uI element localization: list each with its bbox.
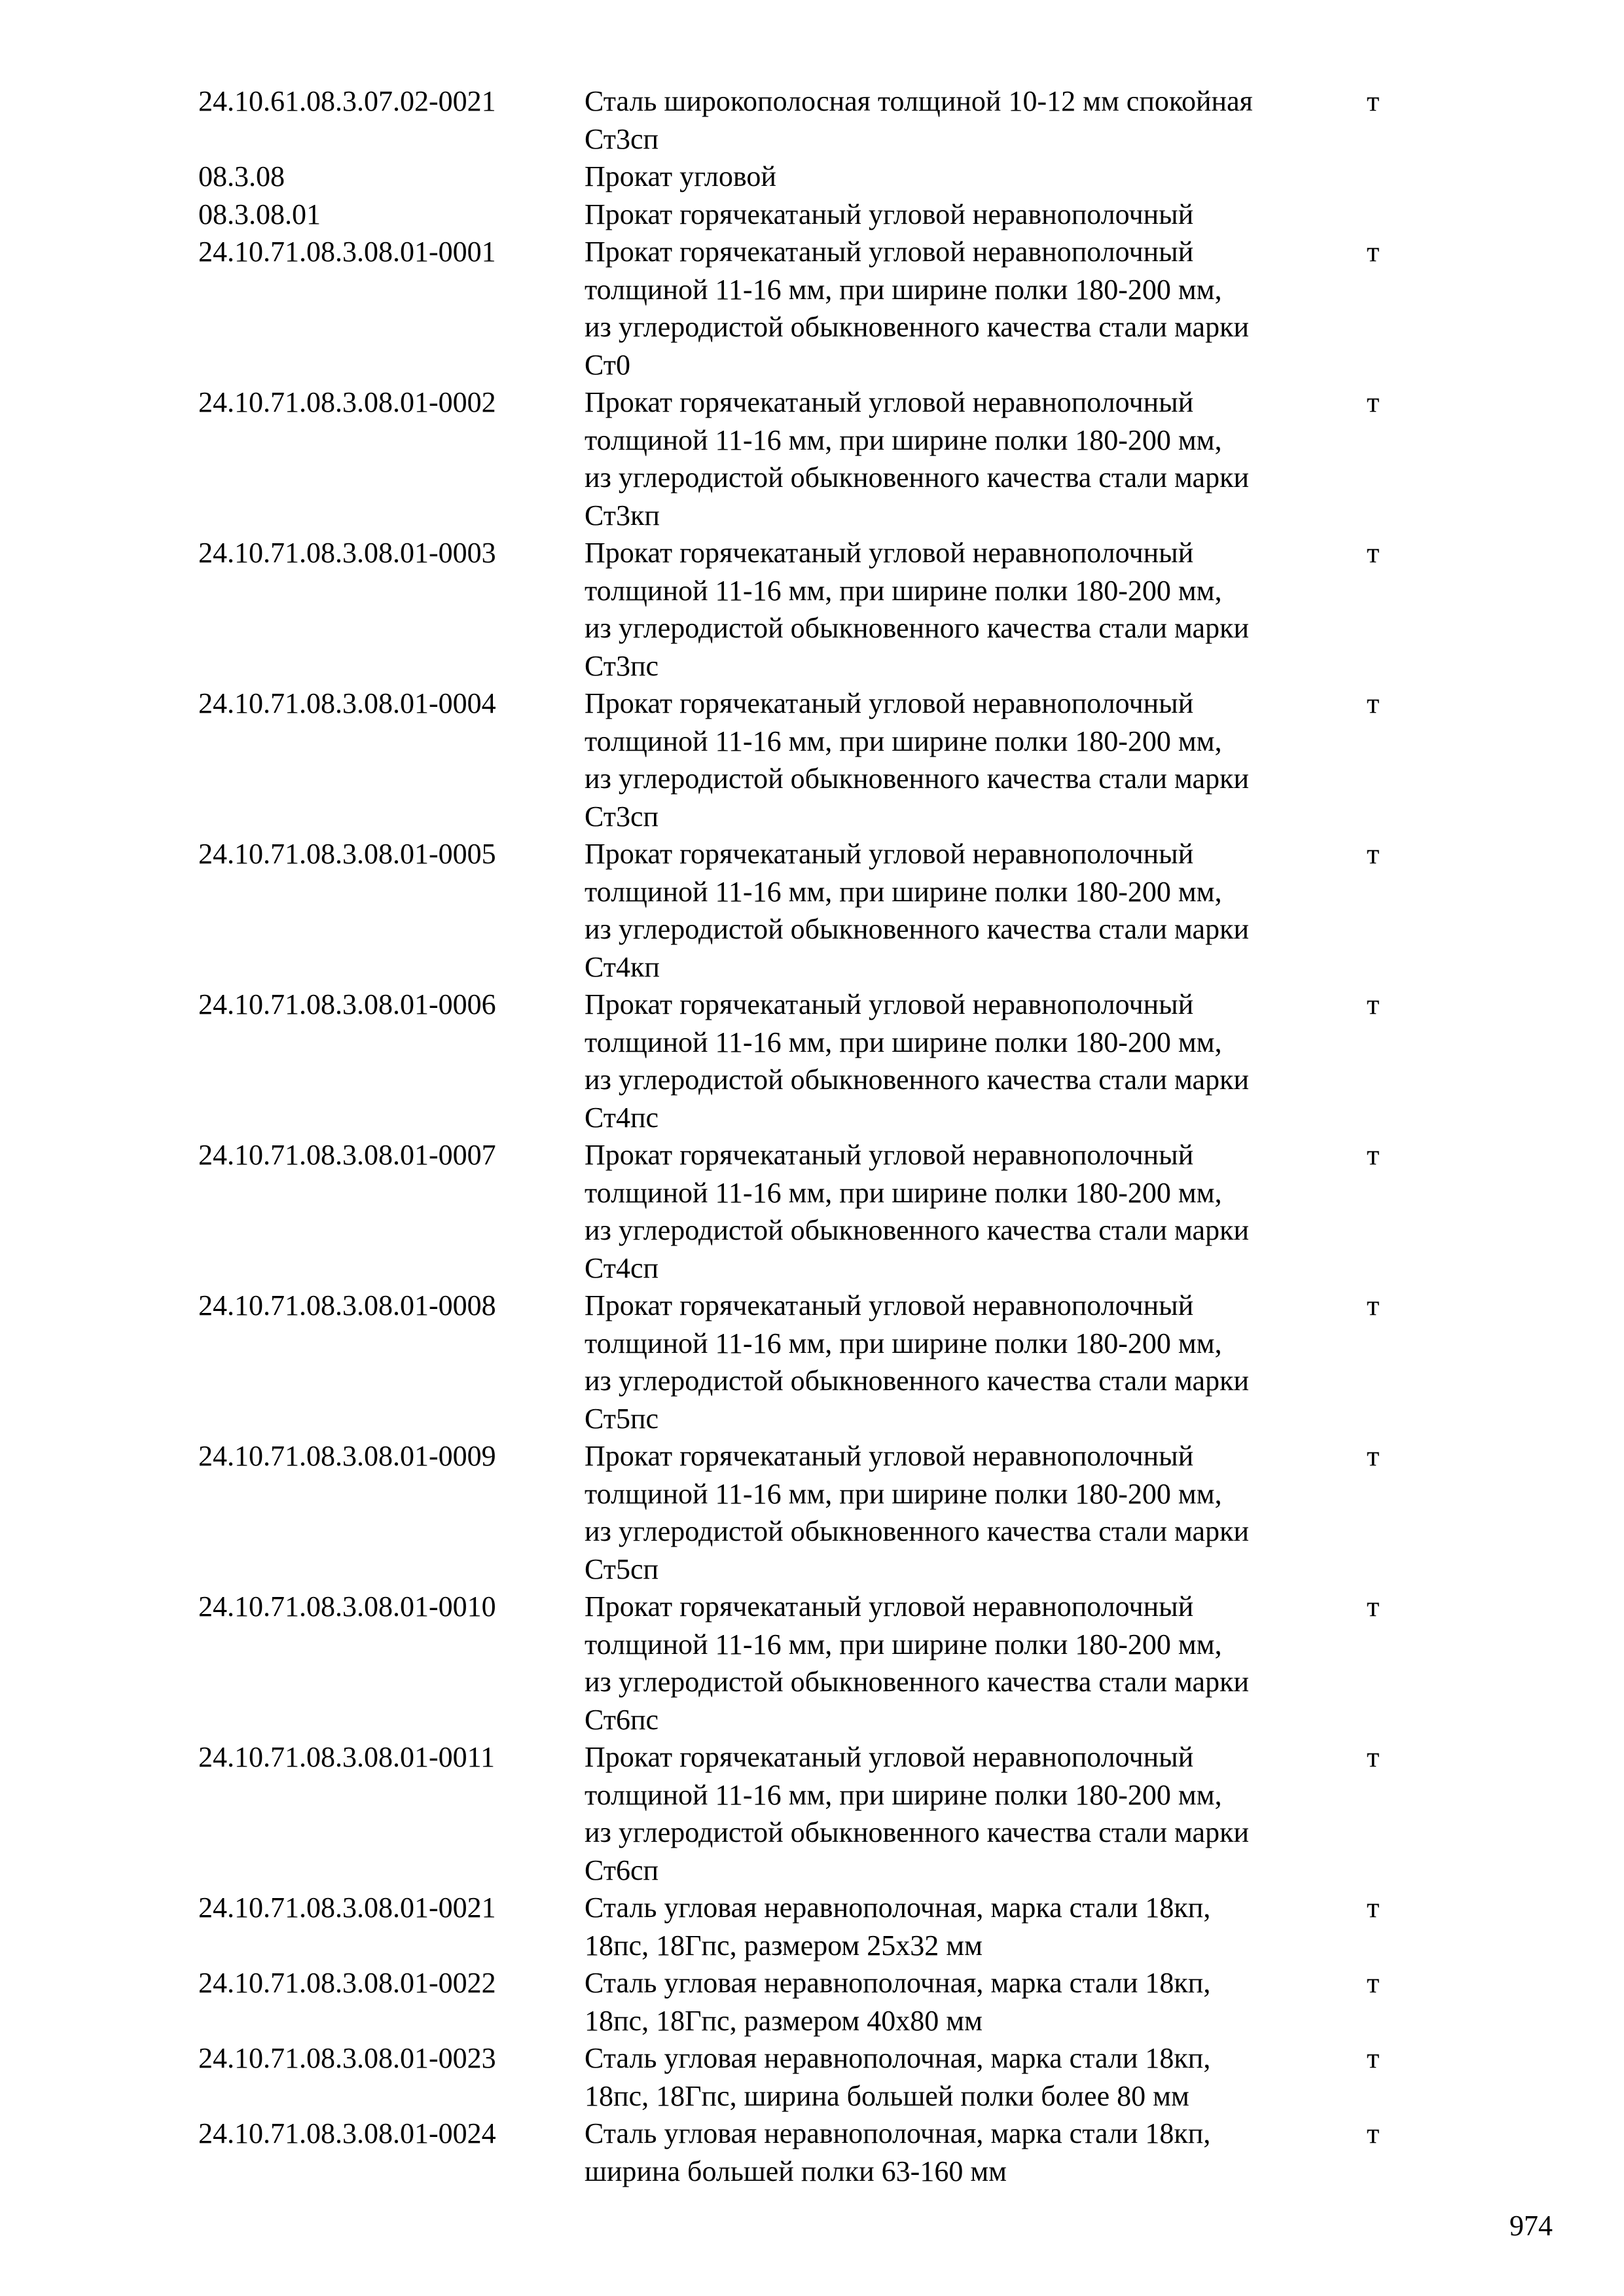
row-unit: т bbox=[1367, 1139, 1380, 1171]
row-name: Прокат горячекатаный угловой неравнополочный толщиной 11-16 мм, при ширине полки 180-200 мм, из углеродистой обыкновенного качества стали марки Ст3сп bbox=[585, 687, 1250, 833]
row-code: 24.10.71.08.3.08.01-0003 bbox=[198, 537, 496, 569]
row-code: 24.10.71.08.3.08.01-0024 bbox=[198, 2117, 496, 2149]
table-row bbox=[0, 685, 1624, 835]
row-code: 24.10.71.08.3.08.01-0008 bbox=[198, 1289, 496, 1321]
row-name: Прокат горячекатаный угловой неравнополочный толщиной 11-16 мм, при ширине полки 180-200 мм, из углеродистой обыкновенного качества стали марки Ст5пс bbox=[585, 1289, 1250, 1435]
row-code: 08.3.08 bbox=[198, 160, 285, 192]
table-row bbox=[0, 233, 1624, 384]
row-code: 24.10.71.08.3.08.01-0010 bbox=[198, 1590, 496, 1623]
table-row bbox=[0, 82, 1624, 158]
row-name: Сталь угловая неравнополочная, марка стали 18кп, 18пс, 18Гпс, размером 40x80 мм bbox=[585, 1967, 1211, 2037]
table-row bbox=[0, 1738, 1624, 1889]
table-row bbox=[0, 534, 1624, 685]
table-row bbox=[0, 1889, 1624, 1964]
page-number: 974 bbox=[1509, 2210, 1553, 2242]
row-code: 24.10.71.08.3.08.01-0002 bbox=[198, 386, 496, 418]
row-name: Прокат горячекатаный угловой неравнополочный толщиной 11-16 мм, при ширине полки 180-200 мм, из углеродистой обыкновенного качества стали марки Ст6сп bbox=[585, 1741, 1250, 1886]
row-code: 24.10.71.08.3.08.01-0007 bbox=[198, 1139, 496, 1171]
row-unit: т bbox=[1367, 2042, 1380, 2074]
table-row bbox=[0, 1437, 1624, 1588]
table-row bbox=[0, 986, 1624, 1136]
table-row bbox=[0, 835, 1624, 986]
row-unit: т bbox=[1367, 1892, 1380, 1924]
row-name: Сталь угловая неравнополочная, марка стали 18кп, 18пс, 18Гпс, размером 25x32 мм bbox=[585, 1892, 1211, 1962]
row-code: 24.10.71.08.3.08.01-0023 bbox=[198, 2042, 496, 2074]
row-name: Прокат горячекатаный угловой неравнополочный толщиной 11-16 мм, при ширине полки 180-200 мм, из углеродистой обыкновенного качества стали марки Ст3пс bbox=[585, 537, 1250, 682]
row-unit: т bbox=[1367, 988, 1380, 1020]
row-name: Прокат горячекатаный угловой неравнополочный толщиной 11-16 мм, при ширине полки 180-200 мм, из углеродистой обыкновенного качества стали марки Ст4кп bbox=[585, 838, 1250, 983]
table-row bbox=[0, 2039, 1624, 2115]
table-row bbox=[0, 1287, 1624, 1437]
row-unit: т bbox=[1367, 687, 1380, 719]
table-row bbox=[0, 1588, 1624, 1738]
row-name: Прокат горячекатаный угловой неравнополочный толщиной 11-16 мм, при ширине полки 180-200 мм, из углеродистой обыкновенного качества стали марки Ст4пс bbox=[585, 988, 1250, 1134]
row-unit: т bbox=[1367, 1967, 1380, 1999]
row-name: Прокат горячекатаный угловой неравнополочный bbox=[585, 198, 1194, 230]
row-name: Сталь угловая неравнополочная, марка стали 18кп, ширина большей полки 63-160 мм bbox=[585, 2117, 1211, 2187]
row-code: 24.10.71.08.3.08.01-0021 bbox=[198, 1892, 496, 1924]
row-unit: т bbox=[1367, 1590, 1380, 1623]
row-unit: т bbox=[1367, 1440, 1380, 1472]
row-name: Прокат угловой bbox=[585, 160, 776, 192]
row-code: 24.10.71.08.3.08.01-0004 bbox=[198, 687, 496, 719]
row-code: 24.10.71.08.3.08.01-0001 bbox=[198, 236, 496, 268]
row-name: Прокат горячекатаный угловой неравнополочный толщиной 11-16 мм, при ширине полки 180-200 мм, из углеродистой обыкновенного качества стали марки Ст6пс bbox=[585, 1590, 1250, 1736]
row-code: 24.10.71.08.3.08.01-0009 bbox=[198, 1440, 496, 1472]
row-name: Прокат горячекатаный угловой неравнополочный толщиной 11-16 мм, при ширине полки 180-200 мм, из углеродистой обыкновенного качества стали марки Ст0 bbox=[585, 236, 1250, 381]
row-code: 24.10.61.08.3.07.02-0021 bbox=[198, 85, 496, 117]
row-code: 24.10.71.08.3.08.01-0011 bbox=[198, 1741, 496, 1773]
row-unit: т bbox=[1367, 838, 1380, 870]
row-code: 08.3.08.01 bbox=[198, 198, 321, 230]
row-code: 24.10.71.08.3.08.01-0005 bbox=[198, 838, 496, 870]
row-name: Прокат горячекатаный угловой неравнополочный толщиной 11-16 мм, при ширине полки 180-200 мм, из углеродистой обыкновенного качества стали марки Ст3кп bbox=[585, 386, 1250, 531]
row-name: Прокат горячекатаный угловой неравнополочный толщиной 11-16 мм, при ширине полки 180-200 мм, из углеродистой обыкновенного качества стали марки Ст5сп bbox=[585, 1440, 1250, 1585]
row-unit: т bbox=[1367, 2117, 1380, 2149]
row-unit: т bbox=[1367, 1289, 1380, 1321]
price-list-table bbox=[0, 82, 1624, 2190]
row-unit: т bbox=[1367, 537, 1380, 569]
table-row bbox=[0, 158, 1624, 196]
row-unit: т bbox=[1367, 85, 1380, 117]
table-row bbox=[0, 384, 1624, 534]
row-unit: т bbox=[1367, 236, 1380, 268]
row-code: 24.10.71.08.3.08.01-0022 bbox=[198, 1967, 496, 1999]
table-row bbox=[0, 196, 1624, 234]
row-name: Прокат горячекатаный угловой неравнополочный толщиной 11-16 мм, при ширине полки 180-200 мм, из углеродистой обыкновенного качества стали марки Ст4сп bbox=[585, 1139, 1250, 1284]
row-code: 24.10.71.08.3.08.01-0006 bbox=[198, 988, 496, 1020]
row-name: Сталь угловая неравнополочная, марка стали 18кп, 18пс, 18Гпс, ширина большей полки более 80 мм bbox=[585, 2042, 1211, 2112]
row-name: Сталь широкополосная толщиной 10-12 мм спокойная Ст3сп bbox=[585, 85, 1253, 155]
table-row bbox=[0, 1136, 1624, 1287]
row-unit: т bbox=[1367, 1741, 1380, 1773]
table-row bbox=[0, 2115, 1624, 2190]
row-unit: т bbox=[1367, 386, 1380, 418]
table-row bbox=[0, 1964, 1624, 2039]
